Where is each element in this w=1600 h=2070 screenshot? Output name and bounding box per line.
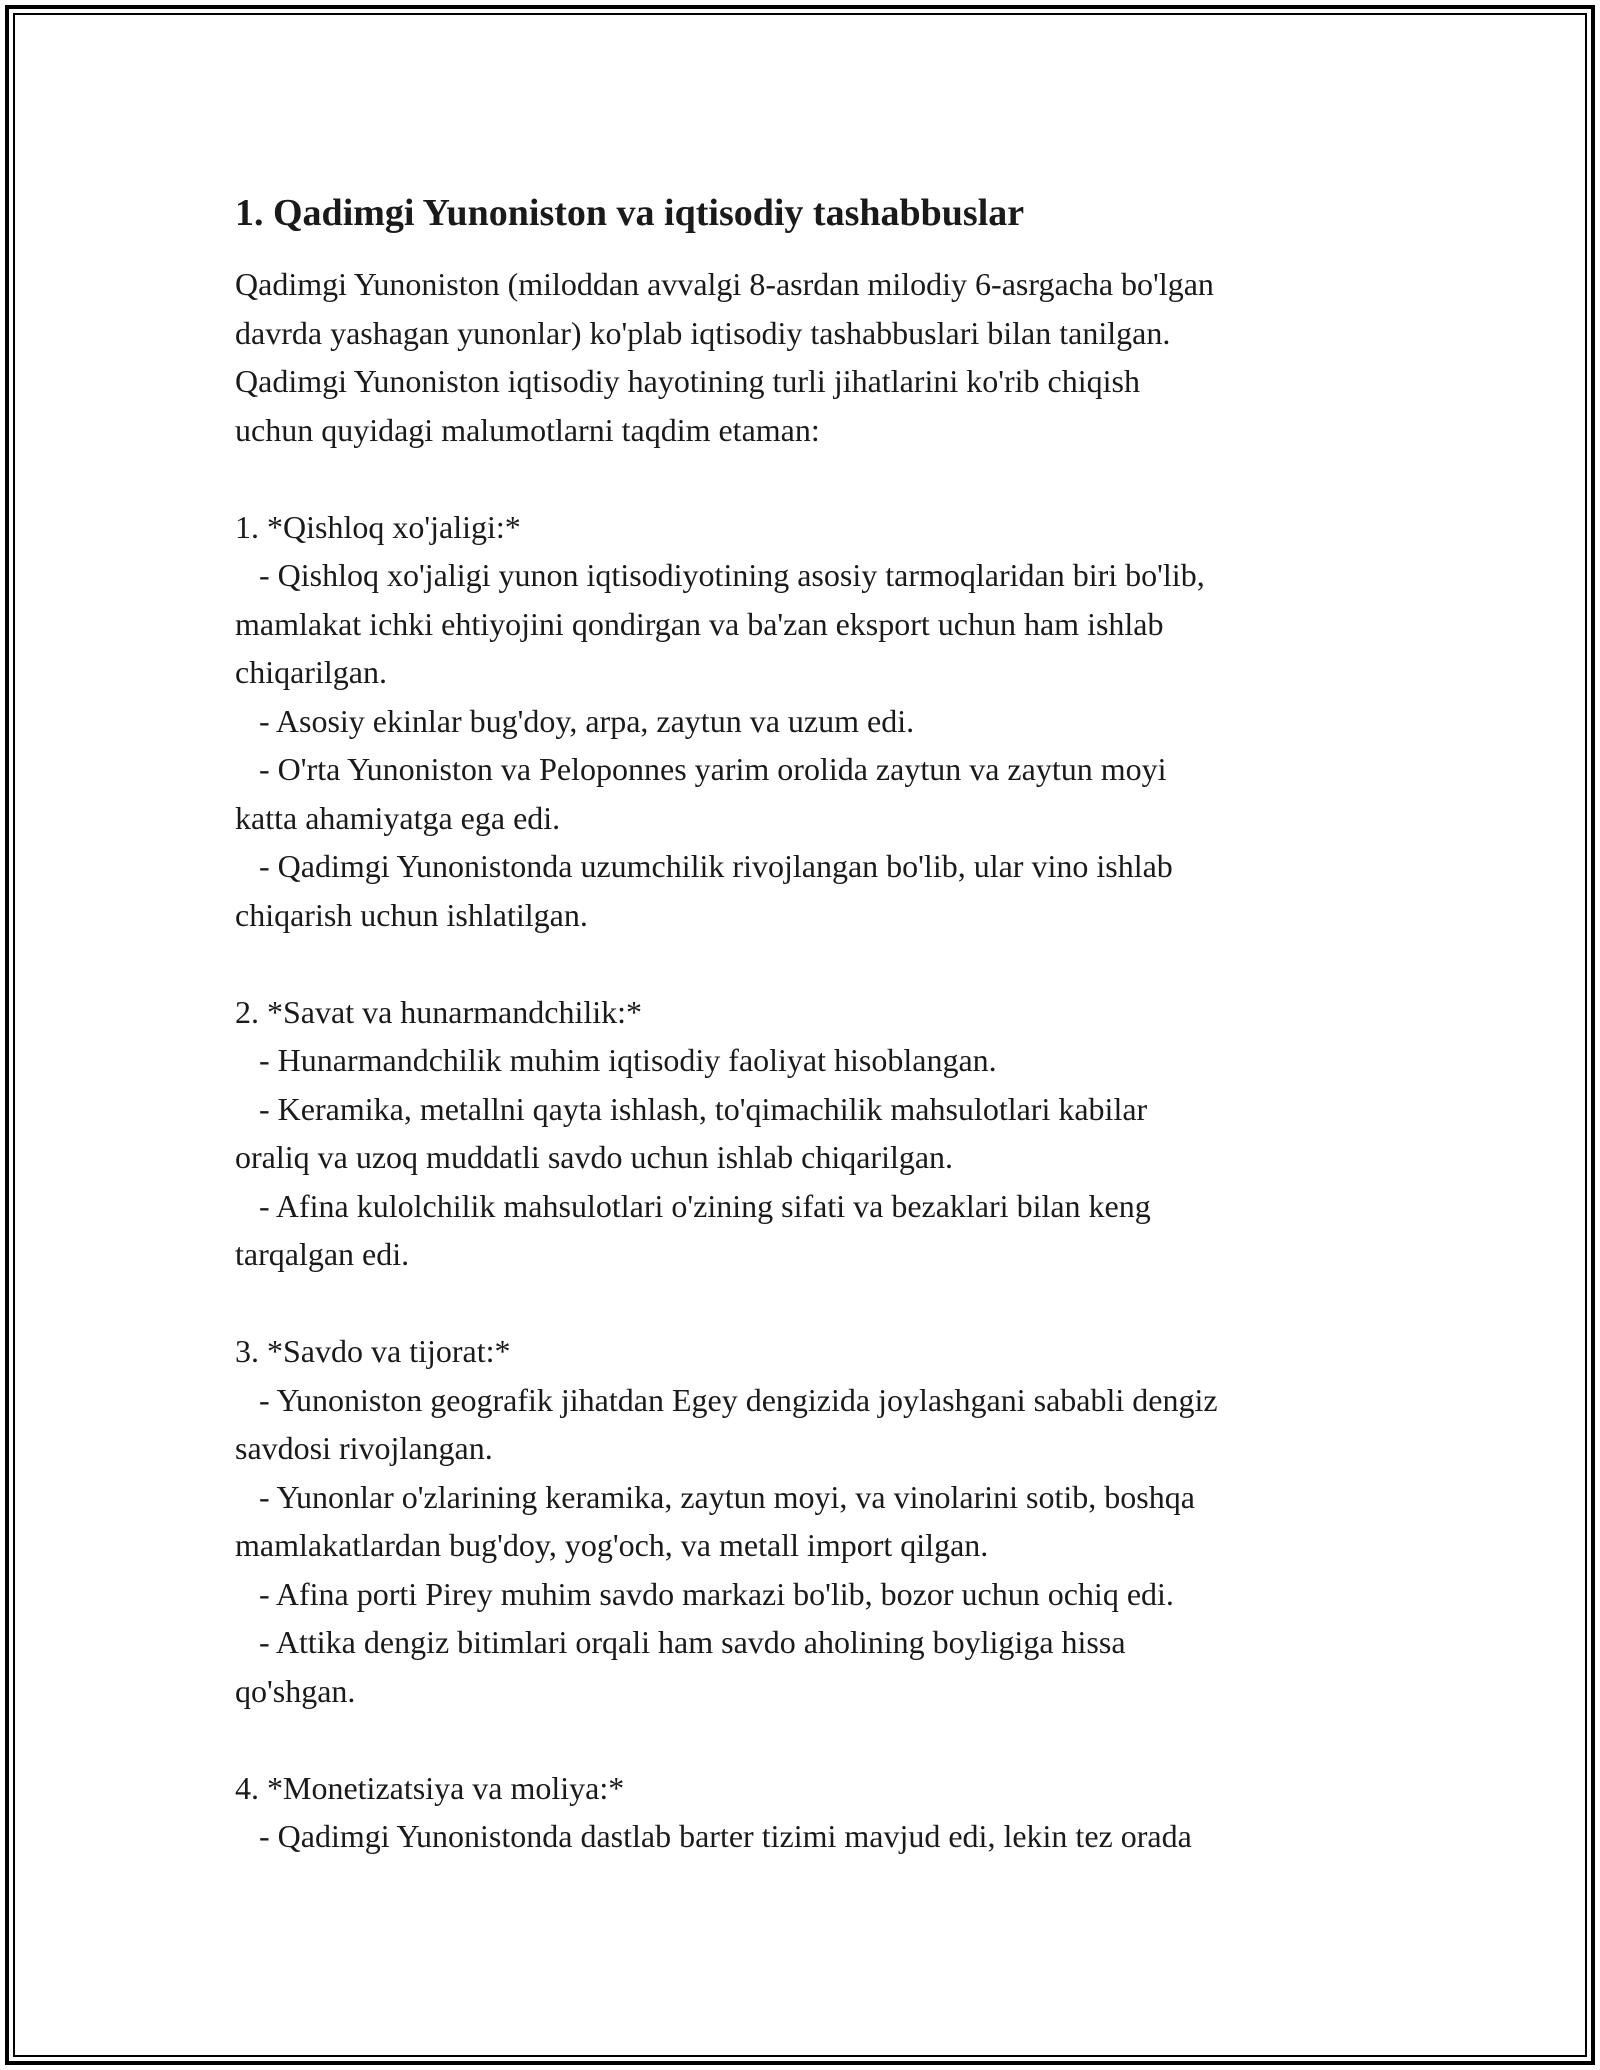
document-heading: 1. Qadimgi Yunoniston va iqtisodiy tashabbuslar <box>235 192 1025 234</box>
document-content <box>235 188 1385 1861</box>
document-body: Qadimgi Yunoniston (miloddan avvalgi 8-asrdan milodiy 6-asrgacha bo'lgan davrda yashagan yunonlar) ko'plab iqtisodiy tashabbuslari bilan tanilgan. Qadimgi Yunoniston iqtisodiy hayotining turli jihatlarini ko'rib chiqish uchun quyidagi malumotlarni taqdim etaman: 1. *Qishloq xo'jaligi:* - Qishloq xo'jaligi yunon iqtisodiyotining asosiy tarmoqlaridan biri bo'lib, mamlakat ichki ehtiyojini qondirgan va ba'zan eksport uchun ham ishlab chiqarilgan. - Asosiy ekinlar bug'doy, arpa, zaytun va uzum edi. - O'rta Yunoniston va Peloponnes yarim orolida zaytun va zaytun moyi katta ahamiyatga ega edi. - Qadimgi Yunonistonda uzumchilik rivojlangan bo'lib, ular vino ishlab chiqarish uchun ishlatilgan. 2. *Savat va hunarmandchilik:* - Hunarmandchilik muhim iqtisodiy faoliyat hisoblangan. - Keramika, metallni qayta ishlash, to'qimachilik mahsulotlari kabilar oraliq va uzoq muddatli savdo uchun ishlab chiqarilgan. - Afina kulolchilik mahsulotlari o'zining sifati va bezaklari bilan keng tarqalgan edi. 3. *Savdo va tijorat:* - Yunoniston geografik jihatdan Egey dengizida joylashgani sababli dengiz savdosi rivojlangan. - Yunonlar o'zlarining keramika, zaytun moyi, va vinolarini sotib, boshqa mamlakatlardan bug'doy, yog'och, va metall import qilgan. - Afina porti Pirey muhim savdo markazi bo'lib, bozor uchun ochiq edi. - Attika dengiz bitimlari orqali ham savdo aholining boyligiga hissa qo'shgan. 4. *Monetizatsiya va moliya:* - Qadimgi Yunonistonda dastlab barter tizimi mavjud edi, lekin tez orada <box>235 266 1218 1854</box>
